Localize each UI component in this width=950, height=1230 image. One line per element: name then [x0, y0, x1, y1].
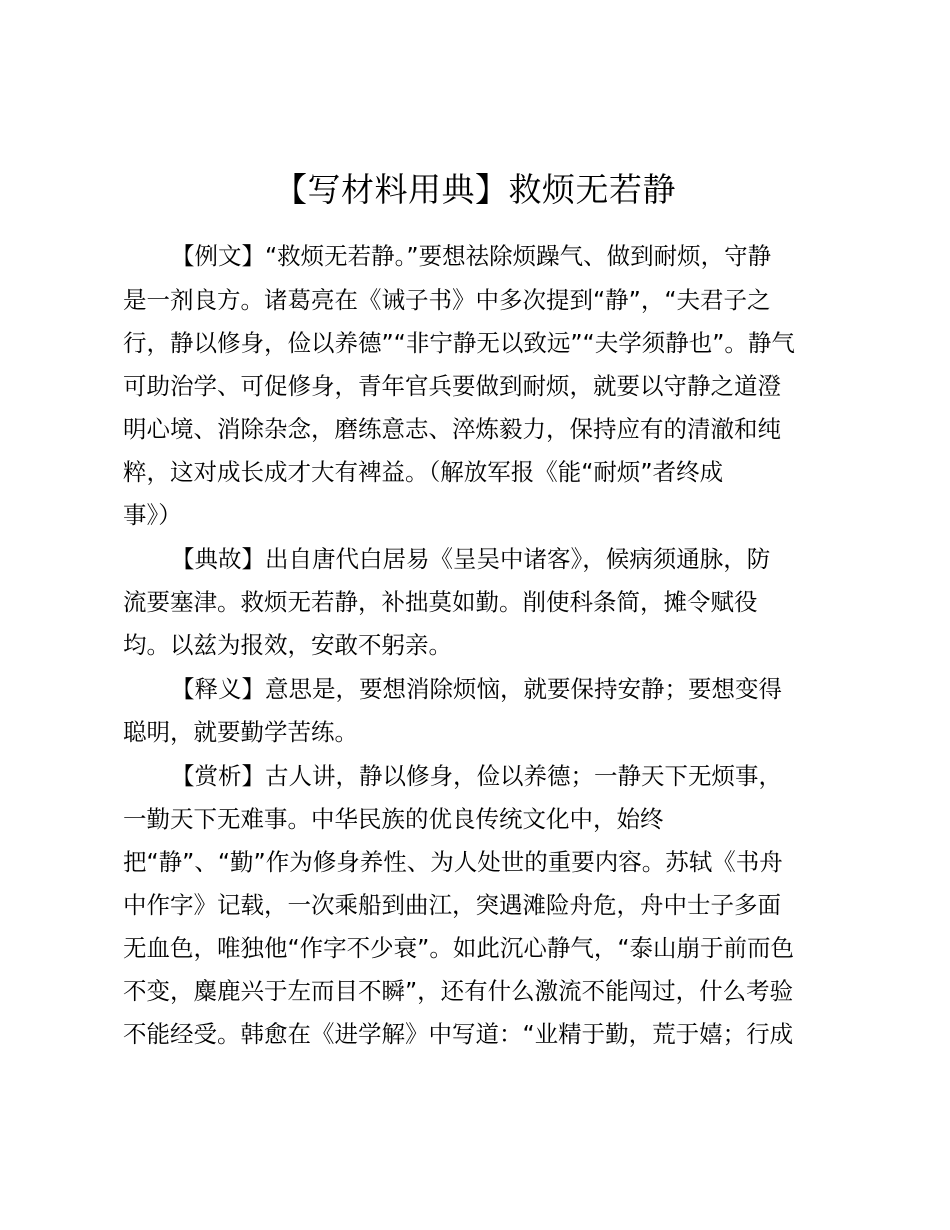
paragraph-line: 粹，这对成长成才大有裨益。（解放军报《能“耐烦”者终成 [123, 458, 724, 486]
paragraph-line: 行，静以修身，俭以养德”“非宁静无以致远”“夫学须静也”。静气 [123, 329, 795, 357]
paragraph-line: 是一剂良方。诸葛亮在《诫子书》中多次提到“静”，“夫君子之 [123, 286, 771, 314]
paragraph-line: 明心境、消除杂念，磨练意志、淬炼毅力，保持应有的清澈和纯 [123, 415, 781, 443]
paragraph-line: 可助治学、可促修身，青年官兵要做到耐烦，就要以守静之道澄 [123, 372, 781, 400]
paragraph-line: 把“静”、“勤”作为修身养性、为人处世的重要内容。苏轼《书舟 [123, 848, 783, 876]
paragraph-line: 【例文】“救烦无若静。”要想祛除烦躁气、做到耐烦，守静 [171, 242, 772, 270]
paragraph-line: 【释义】意思是，要想消除烦恼，就要保持安静；要想变得 [171, 675, 782, 703]
paragraph-line: 无血色，唯独他“作字不少衰”。如此沉心静气，“泰山崩于前而色 [123, 934, 795, 962]
paragraph-line: 【赏析】古人讲，静以修身，俭以养德；一静天下无烦事， [171, 762, 782, 790]
paragraph-line: 事》） [123, 501, 182, 529]
paragraph-line: 【典故】出自唐代白居易《呈吴中诸客》，候病须通脉，防 [171, 545, 771, 573]
paragraph-line: 均。以兹为报效，安敢不躬亲。 [123, 631, 452, 659]
paragraph-line: 聪明，就要勤学苦练。 [123, 718, 358, 746]
document-title: 【写材料用典】救烦无若静 [274, 170, 676, 209]
paragraph-line: 不能经受。韩愈在《进学解》中写道：“业精于勤，荒于嬉；行成 [123, 1020, 794, 1048]
paragraph-line: 中作字》记载，一次乘船到曲江，突遇滩险舟危，舟中士子多面 [123, 891, 781, 919]
paragraph-line: 一勤天下无难事。中华民族的优良传统文化中，始终 [123, 805, 664, 833]
paragraph-line: 不变，麋鹿兴于左而目不瞬”，还有什么激流不能闯过，什么考验 [123, 977, 794, 1005]
paragraph-line: 流要塞津。救烦无若静，补拙莫如勤。削使科条简，摊令赋役 [123, 588, 758, 616]
